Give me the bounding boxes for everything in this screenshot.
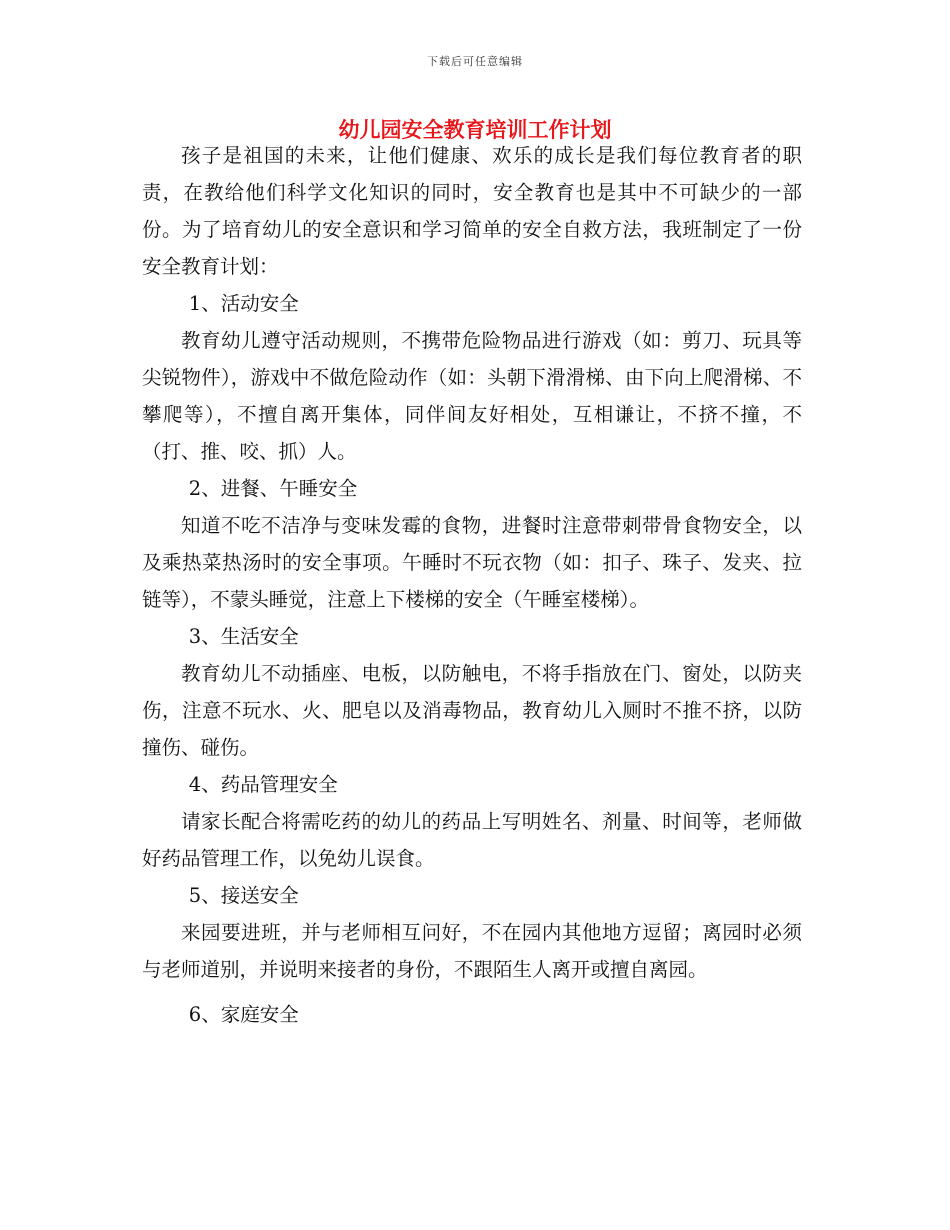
section-body-4: 请家长配合将需吃药的幼儿的药品上写明姓名、剂量、时间等，老师做好药品管理工作，以免幼儿误食。 <box>142 810 802 870</box>
section-heading-4: 4、药品管理安全 <box>188 773 338 796</box>
section-heading-2: 2、进餐、午睡安全 <box>188 477 358 500</box>
document-body <box>142 137 802 1033</box>
header-note: 下载后可任意编辑 <box>427 55 523 68</box>
section-body-2: 知道不吃不洁净与变味发霉的食物，进餐时注意带刺带骨食物安全，以及乘热菜热汤时的安全事项。午睡时不玩衣物（如：扣子、珠子、发夹、拉链等），不蒙头睡觉，注意上下楼梯的安全（午睡室楼梯）。 <box>142 514 802 611</box>
section-body-3: 教育幼儿不动插座、电板，以防触电，不将手指放在门、窗处，以防夹伤，注意不玩水、火、肥皂以及消毒物品，教育幼儿入厕时不推不挤，以防撞伤、碰伤。 <box>142 662 802 759</box>
section-body-5: 来园要进班，并与老师相互问好，不在园内其他地方逗留；离园时必须与老师道别，并说明来接者的身份，不跟陌生人离开或擅自离园。 <box>142 921 802 981</box>
section-body-1: 教育幼儿遵守活动规则，不携带危险物品进行游戏（如：剪刀、玩具等尖锐物件），游戏中不做危险动作（如：头朝下滑滑梯、由下向上爬滑梯、不攀爬等），不擅自离开集体，同伴间友好相处，互相谦让，不挤不撞，不（打、推、咬、抓）人。 <box>142 329 802 463</box>
document-title: 幼儿园安全教育培训工作计划 <box>338 117 612 142</box>
section-heading-3: 3、生活安全 <box>188 625 299 648</box>
intro-paragraph: 孩子是祖国的未来，让他们健康、欢乐的成长是我们每位教育者的职责，在教给他们科学文化知识的同时，安全教育也是其中不可缺少的一部份。为了培育幼儿的安全意识和学习简单的安全自救方法，我班制定了一份安全教育计划： <box>142 144 802 278</box>
section-heading-6: 6、家庭安全 <box>188 1003 299 1026</box>
section-heading-5: 5、接送安全 <box>188 884 299 907</box>
section-heading-1: 1、活动安全 <box>188 292 299 315</box>
